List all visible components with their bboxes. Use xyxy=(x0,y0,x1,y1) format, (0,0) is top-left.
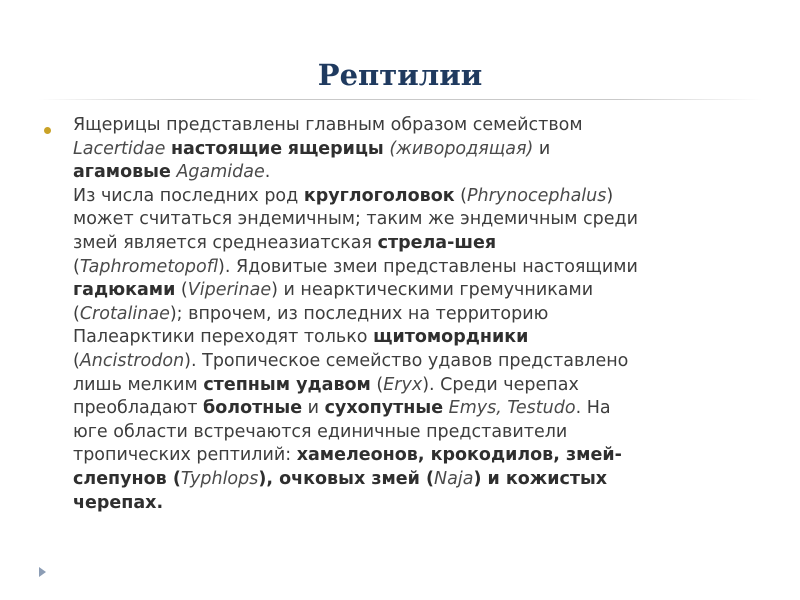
text-run: ( xyxy=(73,303,80,324)
latin-name: Lacertidae xyxy=(73,138,166,159)
latin-name: Taphrometopofl xyxy=(79,256,219,277)
paragraph-line xyxy=(73,279,756,303)
paragraph-line xyxy=(73,492,756,516)
paragraph-line xyxy=(73,232,756,256)
text-run: ) и неарктическими гремучниками xyxy=(271,280,594,301)
latin-name: Crotalinae xyxy=(79,303,170,324)
text-run: ( xyxy=(370,374,384,395)
latin-name: Ancistrodon xyxy=(79,350,185,371)
paragraph-line xyxy=(73,256,756,280)
title-underline xyxy=(38,99,762,100)
bold-term: черепах. xyxy=(73,492,164,513)
text-run: ( xyxy=(175,280,188,301)
text-run: ( xyxy=(73,256,80,277)
paragraph-line xyxy=(73,114,756,138)
text-run: ). Тропическое семейство удавов представлено xyxy=(184,350,629,371)
paragraph-line xyxy=(73,421,756,445)
text-run: ); впрочем, из последних на территорию xyxy=(169,303,549,324)
bold-term: стрела-шея xyxy=(377,232,497,253)
text-run: Ящерицы представлены главным образом семейством xyxy=(73,115,583,135)
paragraph-line xyxy=(73,397,756,421)
text-run: змей является среднеазиатская xyxy=(73,232,378,253)
paragraph-line xyxy=(73,208,756,232)
next-slide-arrow-icon[interactable] xyxy=(39,567,46,577)
bold-term: ), очковых змей ( xyxy=(258,468,435,489)
paragraph-line xyxy=(73,350,756,374)
bold-term: круглоголовок xyxy=(303,185,455,206)
bold-term: болотные xyxy=(203,398,303,419)
text-run: ). Ядовитые змеи представлены настоящими xyxy=(218,256,638,277)
bold-term: хамелеонов, крокодилов, змей- xyxy=(296,445,622,466)
text-run: может считаться эндемичным; таким же эндемичным среди xyxy=(73,209,638,230)
text-run: преобладают xyxy=(73,398,204,419)
bold-term: настоящие xyxy=(170,138,283,159)
latin-name: Eryx xyxy=(383,374,423,395)
slide-title: Рептилии xyxy=(317,58,483,92)
text-run: Палеарктики переходят только xyxy=(73,327,374,348)
text-run: юге области встречаются единичные представители xyxy=(73,421,568,442)
paragraph-line xyxy=(73,374,756,398)
bold-term: щитомордники xyxy=(373,327,529,348)
paragraph-line xyxy=(73,303,756,327)
bullet-dot-icon xyxy=(44,127,51,134)
paragraph-line xyxy=(73,326,756,350)
paragraph-line xyxy=(73,444,756,468)
latin-name: Naja xyxy=(434,468,474,489)
body-paragraph xyxy=(73,114,756,515)
latin-name: Typhlops xyxy=(180,468,259,489)
bold-term: агамовые xyxy=(73,162,171,183)
text-run: и xyxy=(533,138,551,159)
paragraph-line xyxy=(73,468,756,492)
text-run: ). Среди черепах xyxy=(422,374,579,395)
text-run: ( xyxy=(73,350,80,371)
paragraph-line xyxy=(73,138,756,162)
text-run: ) xyxy=(606,185,614,206)
bold-term: ) и кожистых xyxy=(473,468,608,489)
latin-name: (живородящая) xyxy=(389,138,534,159)
text-run: ( xyxy=(454,185,467,206)
latin-name: Agamidae xyxy=(176,162,265,183)
bold-term: гадюками xyxy=(73,280,176,301)
bold-term: степным удавом xyxy=(203,374,371,395)
latin-name: Viperinae xyxy=(187,280,272,301)
bold-term: сухопутные xyxy=(324,398,444,419)
text-run: . xyxy=(264,162,271,183)
text-run: тропических рептилий: xyxy=(73,445,297,466)
text-run: и xyxy=(302,398,325,419)
latin-name: Phrynocephalus xyxy=(466,185,607,206)
paragraph-line xyxy=(73,185,756,209)
latin-name: Emys, Testudo xyxy=(448,398,576,419)
text-run: . На xyxy=(575,398,611,419)
bold-term: ящерицы xyxy=(287,138,384,159)
paragraph-line xyxy=(73,161,756,185)
bold-term: слепунов ( xyxy=(73,468,181,489)
text-run: Из числа последних род xyxy=(73,185,304,206)
text-run: лишь мелким xyxy=(73,374,204,395)
